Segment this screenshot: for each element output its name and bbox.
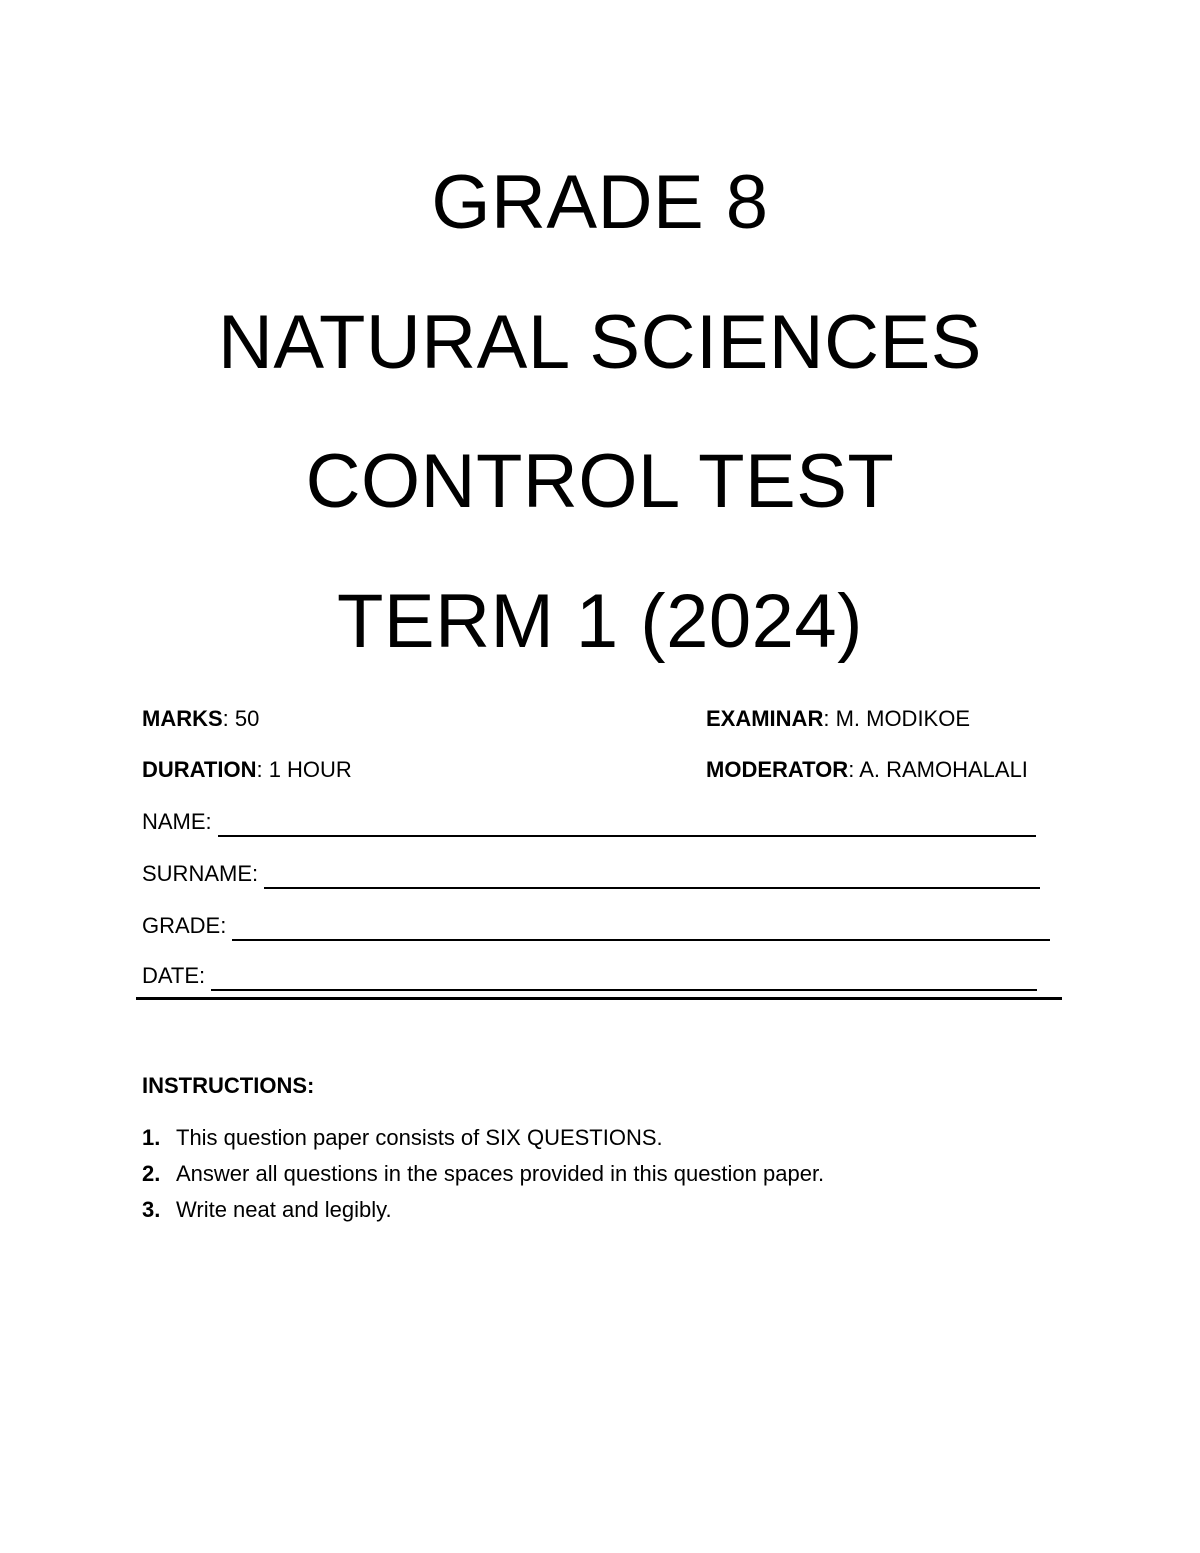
examiner-label: EXAMINAR <box>706 706 824 731</box>
grade-line[interactable] <box>232 917 1050 941</box>
instruction-number: 2. <box>142 1161 161 1186</box>
grade-field[interactable] <box>142 911 1050 941</box>
duration-label: DURATION <box>142 757 257 782</box>
instruction-text: Answer all questions in the spaces provided in this question paper. <box>176 1161 825 1186</box>
moderator-label: MODERATOR <box>706 757 849 782</box>
marks-value: : 50 <box>222 706 260 731</box>
title-subject: NATURAL SCIENCES <box>218 300 982 385</box>
instruction-item <box>142 1195 392 1225</box>
instruction-item <box>142 1159 824 1189</box>
surname-line[interactable] <box>264 865 1040 889</box>
surname-label: SURNAME: <box>142 861 259 886</box>
title-term: TERM 1 (2024) <box>337 579 863 664</box>
instruction-text: This question paper consists of SIX QUESTIONS. <box>176 1125 663 1150</box>
instructions-heading: INSTRUCTIONS: <box>142 1073 315 1098</box>
instruction-item <box>142 1123 663 1153</box>
duration-value: : 1 HOUR <box>256 757 352 782</box>
marks-info <box>142 704 259 734</box>
instruction-number: 3. <box>142 1197 161 1222</box>
moderator-value: : A. RAMOHALALI <box>848 757 1028 782</box>
title-grade: GRADE 8 <box>431 160 769 245</box>
section-divider <box>136 997 1062 1000</box>
examiner-info <box>706 704 970 734</box>
duration-info <box>142 755 352 785</box>
name-label: NAME: <box>142 809 212 834</box>
date-line[interactable] <box>211 967 1037 991</box>
instruction-number: 1. <box>142 1125 161 1150</box>
instruction-text: Write neat and legibly. <box>176 1197 392 1222</box>
name-field[interactable] <box>142 807 1036 837</box>
name-line[interactable] <box>218 813 1036 837</box>
date-label: DATE: <box>142 963 206 988</box>
examiner-value: : M. MODIKOE <box>823 706 971 731</box>
marks-label: MARKS <box>142 706 223 731</box>
title-test-type: CONTROL TEST <box>305 439 895 524</box>
date-field[interactable] <box>142 961 1037 991</box>
surname-field[interactable] <box>142 859 1040 889</box>
moderator-info <box>706 755 1028 785</box>
grade-label: GRADE: <box>142 913 227 938</box>
